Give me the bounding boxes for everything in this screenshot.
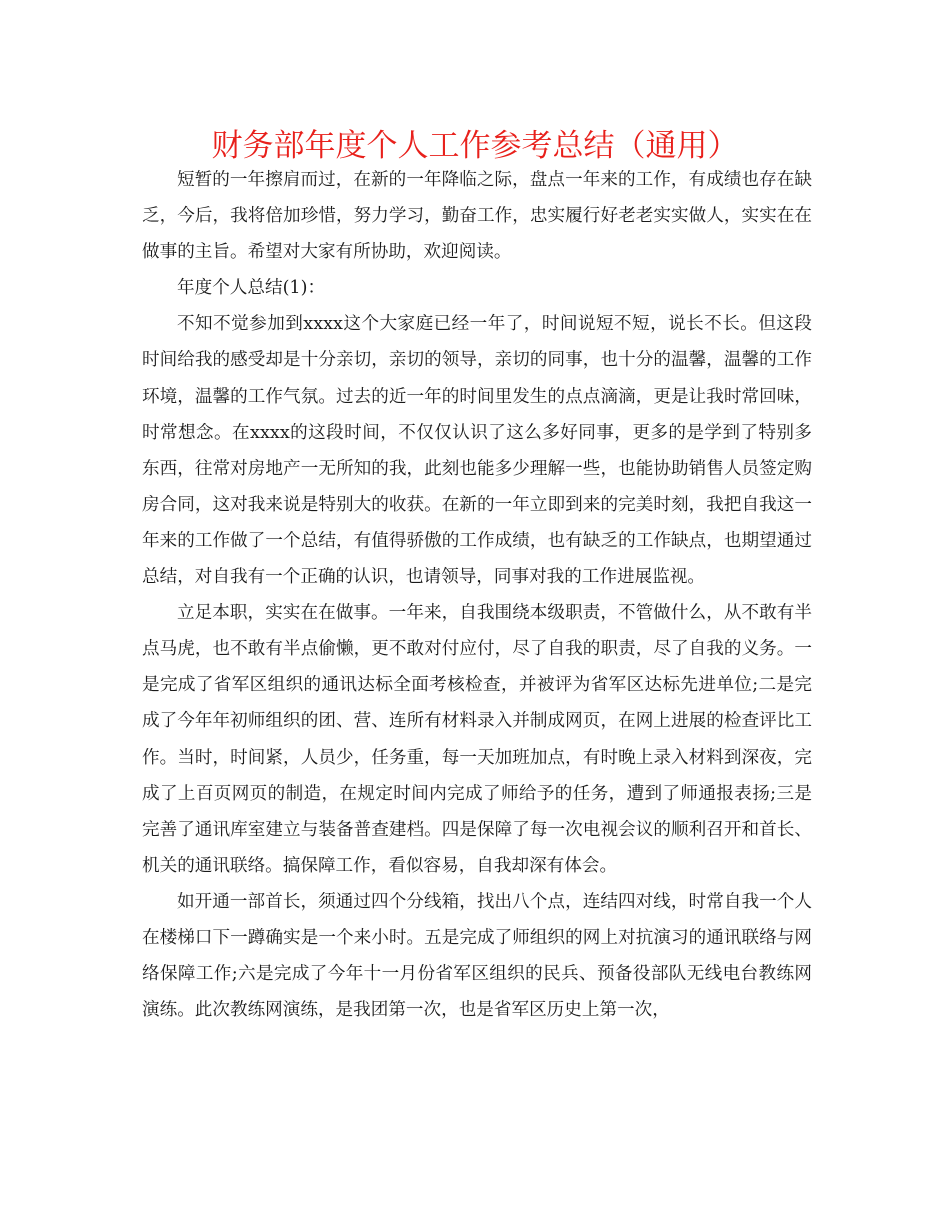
document-title: 财务部年度个人工作参考总结（通用） [211, 128, 739, 164]
section-heading: 年度个人总结(1)： [177, 278, 326, 299]
intro-paragraph: 短暂的一年擦肩而过，在新的一年降临之际，盘点一年来的工作，有成绩也存在缺乏，今后，我将倍加珍惜，努力学习，勤奋工作，忠实履行好老老实实做人，实实在在做事的主旨。希望对大家有所协助，欢迎阅读。 [142, 170, 812, 263]
body-paragraph: 不知不觉参加到xxxx这个大家庭已经一年了，时间说短不短，说长不长。但这段时间给我的感受却是十分亲切，亲切的领导，亲切的同事，也十分的温馨，温馨的工作环境，温馨的工作气氛。过去的近一年的时间里发生的点点滴滴，更是让我时常回味，时常想念。在xxxx的这段时间，不仅仅认识了这么多好同事，更多的是学到了特别多东西，往常对房地产一无所知的我，此刻也能多少理解一些，也能协助销售人员签定购房合同，这对我来说是特别大的收获。在新的一年立即到来的完美时刻，我把自我这一年来的工作做了一个总结，有值得骄傲的工作成绩，也有缺乏的工作缺点，也期望通过总结，对自我有一个正确的认识，也请领导，同事对我的工作进展监视。 [142, 314, 812, 588]
document-body [142, 162, 812, 1028]
body-paragraph: 立足本职，实实在在做事。一年来，自我围绕本级职责，不管做什么，从不敢有半点马虎，也不敢有半点偷懒，更不敢对付应付，尽了自我的职责，尽了自我的义务。一是完成了省军区组织的通讯达标全面考核检查，并被评为省军区达标先进单位;二是完成了今年年初师组织的团、营、连所有材料录入并制成网页，在网上进展的检查评比工作。当时，时间紧，人员少，任务重，每一天加班加点，有时晚上录入材料到深夜，完成了上百页网页的制造，在规定时间内完成了师给予的任务，遭到了师通报表扬;三是完善了通讯库室建立与装备普查建档。四是保障了每一次电视会议的顺利召开和首长、机关的通讯联络。搞保障工作，看似容易，自我却深有体会。 [142, 603, 812, 876]
body-paragraph: 如开通一部首长，须通过四个分线箱，找出八个点，连结四对线，时常自我一个人在楼梯口下一蹲确实是一个来小时。五是完成了师组织的网上对抗演习的通讯联络与网络保障工作;六是完成了今年十一月份省军区组织的民兵、预备役部队无线电台教练网演练。此次教练网演练，是我团第一次，也是省军区历史上第一次， [142, 891, 812, 1021]
